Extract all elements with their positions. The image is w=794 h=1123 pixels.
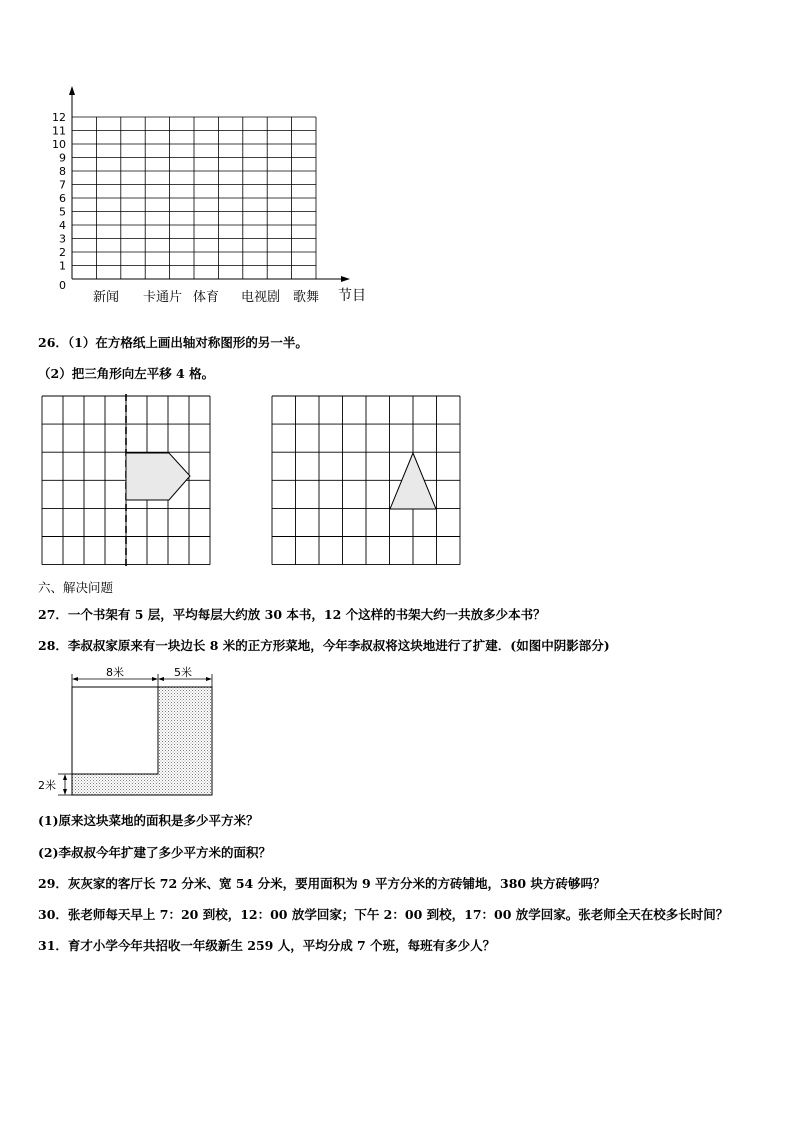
chart-y-tick-label: 11	[52, 124, 66, 138]
chart-y-tick-label: 8	[59, 165, 66, 178]
translation-grid	[0, 390, 794, 570]
expanded-shaded-area	[72, 687, 212, 795]
chart-y-tick-label: 6	[59, 192, 66, 205]
bar-chart-grid	[0, 0, 794, 320]
chart-y-axis-arrow	[69, 86, 75, 95]
chart-y-tick-label: 9	[59, 151, 66, 165]
chart-y-tick-label: 0	[59, 279, 66, 292]
label-2m: 2米	[38, 779, 56, 792]
q29-text: 29．灰灰家的客厅长 72 分米、宽 54 分米，要用面积为 9 平方分米的方砖铺地，380 块方砖够吗？	[38, 876, 606, 891]
chart-category-label: 电视剧	[241, 290, 281, 305]
label-8m: 8米	[106, 666, 124, 679]
q26-part2: （2）把三角形向左平移 4 格。	[38, 366, 215, 381]
chart-x-axis-title: 节目	[338, 288, 366, 304]
chart-y-tick-label: 12	[52, 111, 66, 124]
label-5m: 5米	[174, 666, 192, 679]
chart-y-tick-label: 2	[59, 246, 66, 259]
garden-figure	[0, 660, 794, 805]
chart-x-axis-arrow	[341, 276, 350, 282]
chart-category-labels	[93, 289, 319, 305]
q28-sub1: (1)原来这块菜地的面积是多少平方米？	[38, 813, 259, 828]
chart-y-tick-label: 5	[59, 205, 66, 219]
section-6-title: 六、解决问题	[38, 580, 114, 595]
chart-category-label: 卡通片	[143, 290, 183, 305]
chart-y-tick-label: 7	[59, 178, 66, 192]
chart-category-label: 新闻	[93, 290, 120, 305]
q28-text: 28．李叔叔家原来有一块边长 8 米的正方形菜地，今年李叔叔将这块地进行了扩建．(如图中阴影部分)	[38, 638, 610, 653]
triangle-shape	[390, 453, 436, 509]
q26-part1: 26．（1）在方格纸上画出轴对称图形的另一半。	[38, 335, 308, 350]
chart-y-tick-labels	[52, 111, 66, 292]
chart-category-label: 歌舞	[293, 290, 320, 305]
chart-y-tick-label: 1	[59, 259, 66, 273]
chart-grid-lines	[72, 117, 316, 279]
original-square	[72, 687, 158, 774]
chart-category-label: 体育	[193, 290, 220, 305]
q27-text: 27．一个书架有 5 层，平均每层大约放 30 本书，12 个这样的书架大约一共放多少本书？	[38, 607, 546, 622]
q28-sub2: (2)李叔叔今年扩建了多少平方米的面积？	[38, 845, 272, 860]
chart-y-tick-label: 3	[59, 232, 66, 246]
chart-y-tick-label: 10	[52, 138, 66, 151]
q31-text: 31．育才小学今年共招收一年级新生 259 人，平均分成 7 个班，每班有多少人？	[38, 938, 496, 953]
translation-grid-lines	[272, 396, 460, 565]
q30-text: 30．张老师每天早上 7：20 到校，12：00 放学回家；下午 2：00 到校，17：00 放学回家。张老师全天在校多长时间？	[38, 907, 729, 922]
chart-y-tick-label: 4	[59, 219, 66, 232]
